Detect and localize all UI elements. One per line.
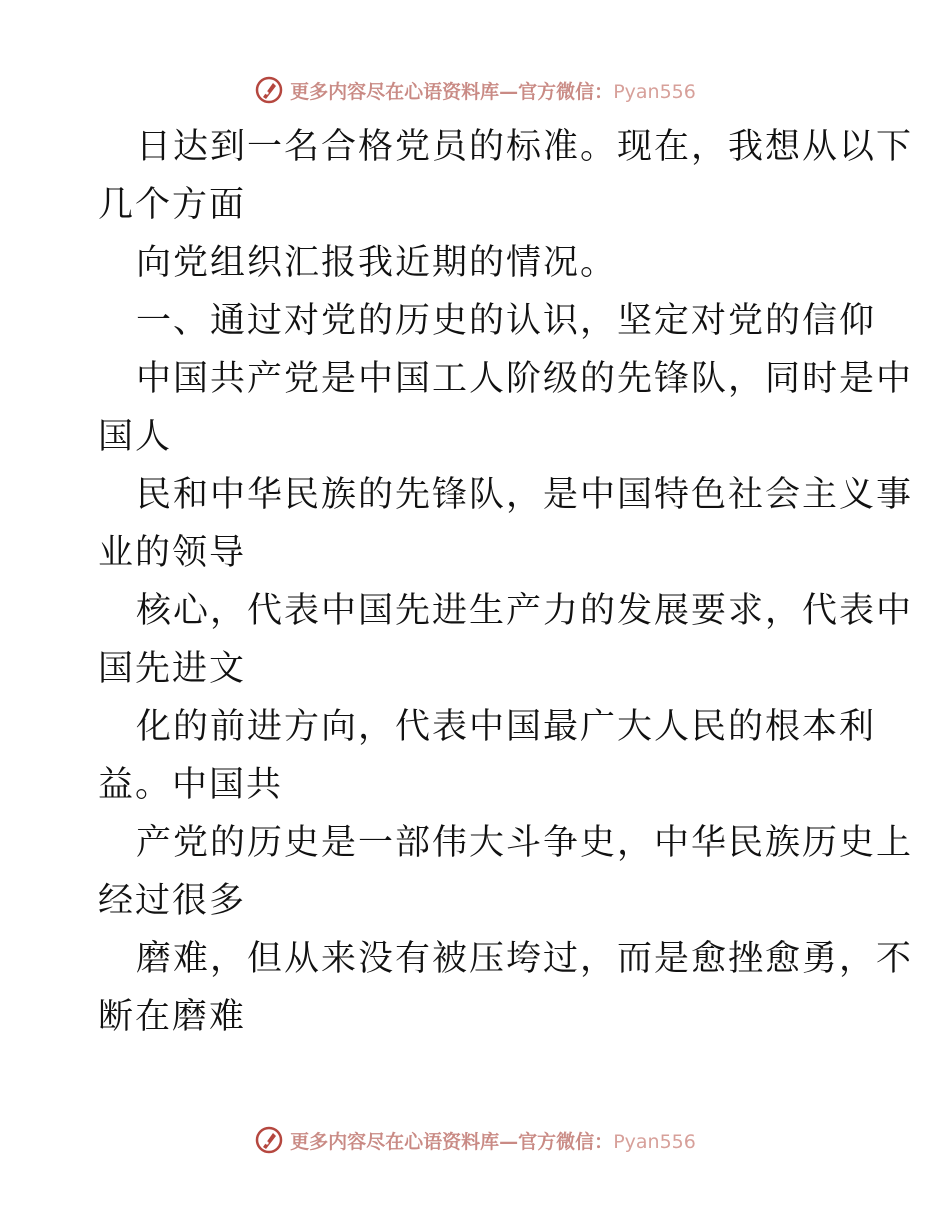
- pen-nib-circle-icon: [254, 75, 284, 105]
- text-line: 核心，代表中国先进生产力的发展要求，代表中: [136, 591, 914, 631]
- text-line: 产党的历史是一部伟大斗争史，中华民族历史上: [136, 823, 914, 863]
- text-line: 向党组织汇报我近期的情况。: [136, 243, 618, 283]
- text-line: 化的前进方向，代表中国最广大人民的根本利: [136, 707, 877, 747]
- text-line: 民和中华民族的先锋队，是中国特色社会主义事: [136, 475, 914, 515]
- header-watermark: [0, 70, 950, 110]
- text-line: 国人: [98, 417, 173, 457]
- watermark-text: 更多内容尽在心语资料库—官方微信：Pyan556: [290, 80, 696, 103]
- text-line: 几个方面: [98, 185, 247, 225]
- text-line: 业的领导: [98, 533, 247, 573]
- text-line: 日达到一名合格党员的标准。现在，我想从以下: [136, 127, 914, 167]
- text-line: 断在磨难: [98, 997, 247, 1037]
- section-heading: 一、通过对党的历史的认识，坚定对党的信仰: [136, 301, 877, 341]
- text-line: 益。中国共: [98, 765, 284, 805]
- text-line: 中国共产党是中国工人阶级的先锋队，同时是中: [136, 359, 914, 399]
- text-line: 经过很多: [98, 881, 247, 921]
- document-body: [98, 118, 914, 1046]
- watermark-text: 更多内容尽在心语资料库—官方微信：Pyan556: [290, 1130, 696, 1153]
- text-line: 国先进文: [98, 649, 247, 689]
- pen-nib-circle-icon: [254, 1125, 284, 1155]
- footer-watermark: [0, 1120, 950, 1160]
- text-line: 磨难，但从来没有被压垮过，而是愈挫愈勇，不: [136, 939, 914, 979]
